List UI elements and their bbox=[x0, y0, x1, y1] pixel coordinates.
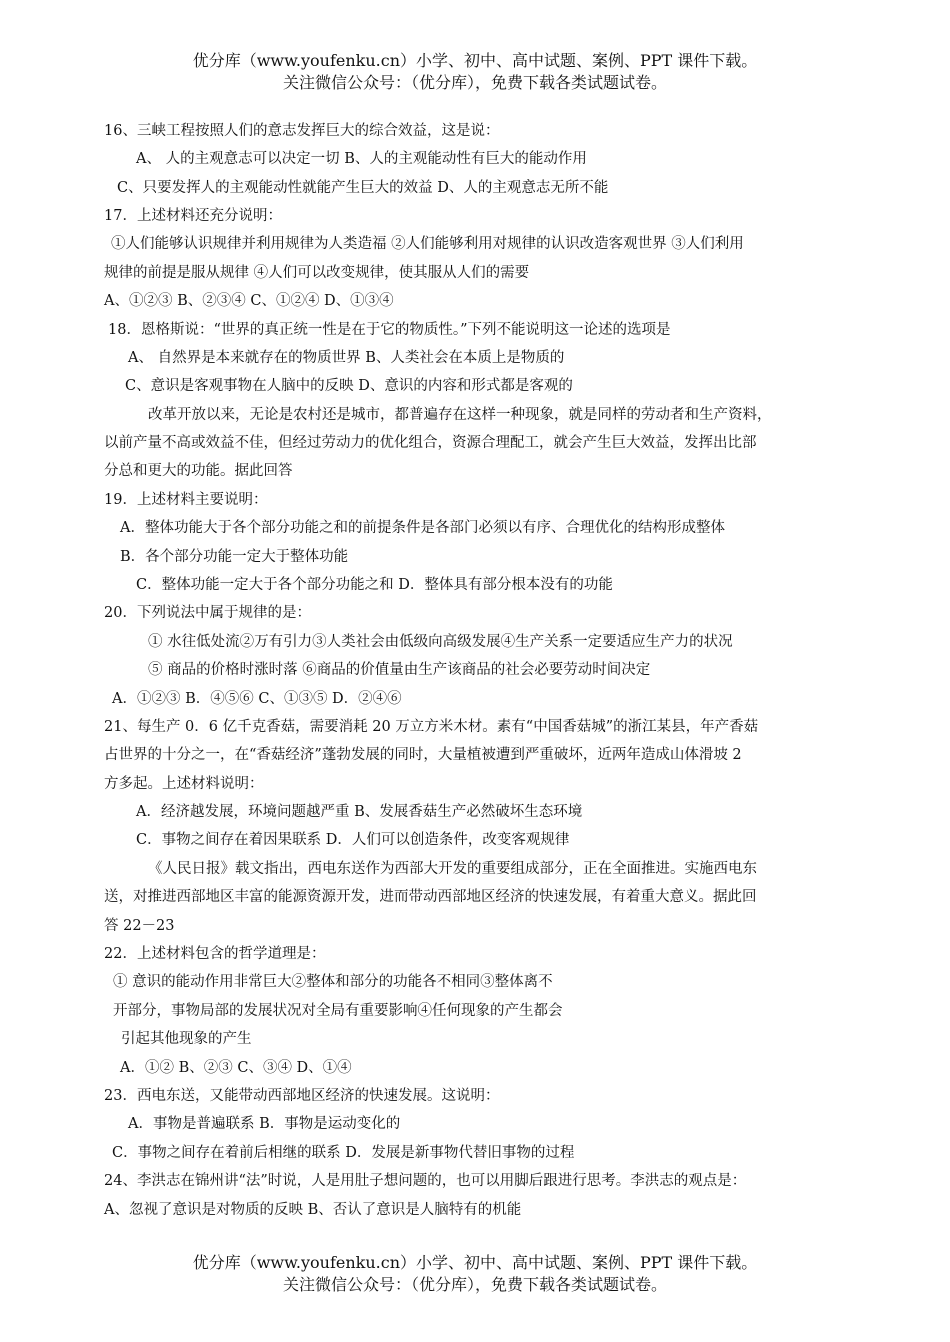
text-line: A．①② B、②③ C、③④ D、①④ bbox=[120, 1060, 352, 1076]
text-line: 21、每生产 0．6 亿千克香菇，需要消耗 20 万立方米木材。素有“中国香菇城”的浙江某县，年产香菇 bbox=[104, 719, 759, 735]
text-line: A．经济越发展，环境问题越严重 B、发展香菇生产必然破坏生态环境 bbox=[136, 804, 583, 820]
text-line: ① 意识的能动作用非常巨大②整体和部分的功能各不相同③整体离不 bbox=[113, 974, 553, 990]
text-line: 方多起。上述材料说明： bbox=[104, 776, 264, 792]
text-line: 24、李洪志在锦州讲“法”时说，人是用肚子想问题的，也可以用脚后跟进行思考。李洪志的观点是： bbox=[104, 1173, 747, 1189]
text-line: 分总和更大的功能。据此回答 bbox=[104, 463, 293, 479]
text-line: 22．上述材料包含的哲学道理是： bbox=[104, 946, 326, 962]
text-line: 开部分，事物局部的发展状况对全局有重要影响④任何现象的产生都会 bbox=[113, 1003, 563, 1019]
header-line-2: 关注微信公众号：（优分库），免费下载各类试题试卷。 bbox=[282, 73, 667, 92]
text-line: 18．恩格斯说：“世界的真正统一性是在于它的物质性。”下列不能说明这一论述的选项是 bbox=[108, 322, 671, 338]
text-line: 答 22－23 bbox=[104, 918, 175, 934]
text-line: 23．西电东送，又能带动西部地区经济的快速发展。这说明： bbox=[104, 1088, 500, 1104]
text-line: 19．上述材料主要说明： bbox=[104, 492, 268, 508]
text-line: 送，对推进西部地区丰富的能源资源开发，进而带动西部地区经济的快速发展，有着重大意义。据此回 bbox=[104, 889, 757, 905]
text-line: 占世界的十分之一，在“香菇经济”蓬勃发展的同时，大量植被遭到严重破坏，近两年造成山体滑坡 2 bbox=[104, 747, 742, 763]
text-line: 16、三峡工程按照人们的意志发挥巨大的综合效益，这是说： bbox=[104, 123, 500, 139]
text-line: C．事物之间存在着前后相继的联系 D．发展是新事物代替旧事物的过程 bbox=[112, 1145, 575, 1161]
text-line: B．各个部分功能一定大于整体功能 bbox=[120, 549, 349, 565]
text-line: 引起其他现象的产生 bbox=[121, 1031, 252, 1047]
text-line: C、只要发挥人的主观能动性就能产生巨大的效益 D、人的主观意志无所不能 bbox=[117, 180, 609, 196]
text-line: ①人们能够认识规律并利用规律为人类造福 ②人们能够利用对规律的认识改造客观世界 ③人们利用 bbox=[111, 236, 744, 252]
text-line: C．整体功能一定大于各个部分功能之和 D．整体具有部分根本没有的功能 bbox=[136, 577, 613, 593]
text-line: C．事物之间存在着因果联系 D．人们可以创造条件，改变客观规律 bbox=[136, 832, 570, 848]
text-line: 17．上述材料还充分说明： bbox=[104, 208, 282, 224]
text-line: A、①②③ B、②③④ C、①②④ D、①③④ bbox=[104, 293, 394, 309]
text-line: A．整体功能大于各个部分功能之和的前提条件是各部门必须以有序、合理优化的结构形成整体 bbox=[120, 520, 725, 536]
text-line: 以前产量不高或效益不佳，但经过劳动力的优化组合，资源合理配工，就会产生巨大效益，发挥出比部 bbox=[104, 435, 757, 451]
text-line: A、 自然界是本来就存在的物质世界 B、人类社会在本质上是物质的 bbox=[128, 350, 565, 366]
text-line: 改革开放以来，无论是农村还是城市，都普遍存在这样一种现象，就是同样的劳动者和生产资料， bbox=[148, 407, 772, 423]
text-line: A、忽视了意识是对物质的反映 B、否认了意识是人脑特有的机能 bbox=[104, 1202, 522, 1218]
text-line: A．①②③ B．④⑤⑥ C、①③⑤ D．②④⑥ bbox=[112, 691, 402, 707]
footer-line-1: 优分库（www.youfenku.cn）小学、初中、高中试题、案例、PPT 课件下载。 bbox=[192, 1253, 758, 1272]
text-line: 《人民日报》载文指出，西电东送作为西部大开发的重要组成部分，正在全面推进。实施西电东 bbox=[148, 861, 757, 877]
footer-line-2: 关注微信公众号：（优分库），免费下载各类试题试卷。 bbox=[282, 1275, 667, 1294]
text-line: ⑤ 商品的价格时涨时落 ⑥商品的价值量由生产该商品的社会必要劳动时间决定 bbox=[148, 662, 651, 678]
text-line: ① 水往低处流②万有引力③人类社会由低级向高级发展④生产关系一定要适应生产力的状况 bbox=[148, 634, 733, 650]
header-line-1: 优分库（www.youfenku.cn）小学、初中、高中试题、案例、PPT 课件下载。 bbox=[192, 51, 758, 70]
text-line: C、意识是客观事物在人脑中的反映 D、意识的内容和形式都是客观的 bbox=[125, 378, 573, 394]
text-line: A．事物是普遍联系 B．事物是运动变化的 bbox=[128, 1116, 401, 1132]
text-line: A、 人的主观意志可以决定一切 B、人的主观能动性有巨大的能动作用 bbox=[136, 151, 587, 167]
text-line: 规律的前提是服从规律 ④人们可以改变规律，使其服从人们的需要 bbox=[104, 265, 530, 281]
text-line: 20．下列说法中属于规律的是： bbox=[104, 605, 311, 621]
